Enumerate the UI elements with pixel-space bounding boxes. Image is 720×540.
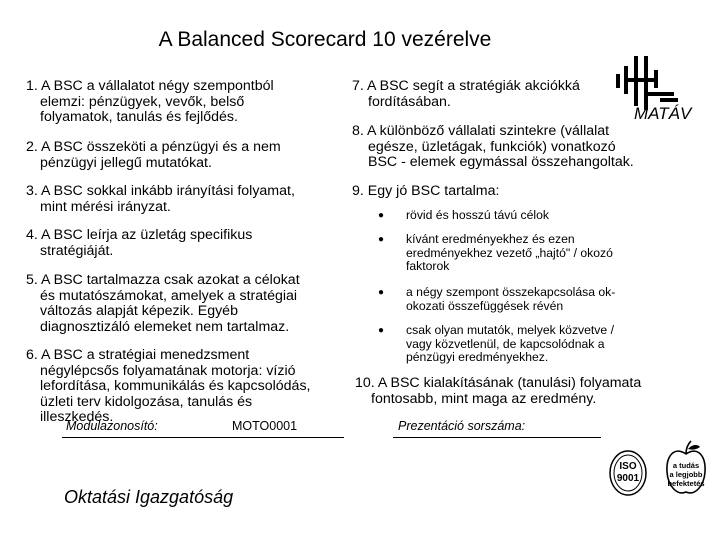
principle-5 bbox=[26, 273, 351, 335]
principle-6-line: üzleti terv kidolgozása, tanulás és bbox=[40, 393, 253, 410]
principle-10-line: 10. A BSC kialakításának (tanulási) folyamata bbox=[355, 375, 642, 391]
principle-10 bbox=[355, 376, 705, 407]
matav-logo bbox=[606, 54, 696, 129]
principle-5-line: változás alapját képezik. Egyéb bbox=[40, 303, 238, 319]
presentation-number-label: Prezentáció sorszáma: bbox=[398, 419, 526, 433]
principle-6-line: lefordítása, kommunikálás és kapcsolódás, bbox=[40, 378, 311, 394]
principle-3-line: 3. A BSC sokkal inkább irányítási folyamat, bbox=[26, 183, 295, 199]
bullet-dot-icon: ● bbox=[378, 210, 385, 221]
principle-4 bbox=[26, 228, 346, 259]
bullet-item bbox=[378, 324, 678, 366]
module-id-label: Modulazonosító: bbox=[66, 419, 158, 433]
principle-7 bbox=[352, 79, 614, 110]
principle-5-line: és mutatószámokat, amelyek a stratégiai bbox=[40, 287, 298, 304]
principle-2 bbox=[26, 140, 346, 171]
footer-divider-left bbox=[62, 437, 344, 438]
principle-6 bbox=[26, 348, 356, 426]
principle-2-line: pénzügyi jellegű mutatókat. bbox=[40, 154, 212, 171]
bullet-line: a négy szempont összekapcsolása ok- bbox=[406, 285, 616, 299]
principle-8-line: 8. A különböző vállalati szintekre (vállalat bbox=[352, 123, 610, 139]
principle-1-line: 1. A BSC a vállalatot négy szempontból bbox=[26, 78, 274, 94]
module-code: MOTO0001 bbox=[232, 419, 298, 433]
principle-1 bbox=[26, 79, 346, 126]
apple-text-line: a legjobb bbox=[669, 470, 703, 479]
apple-text-line: a tudás bbox=[672, 461, 700, 470]
bullet-dot-icon: ● bbox=[378, 325, 385, 336]
principle-10-line: fontosabb, mint maga az eredmény. bbox=[371, 390, 597, 407]
principle-9-line: 9. Egy jó BSC tartalma: bbox=[352, 183, 500, 199]
bullet-line: vagy közvetlenül, de kapcsolódnak a bbox=[406, 336, 605, 351]
apple-text-line: befektetés bbox=[667, 479, 705, 488]
principle-9 bbox=[352, 184, 692, 200]
principle-4-line: stratégiáját. bbox=[40, 242, 114, 259]
principle-2-line: 2. A BSC összeköti a pénzügyi és a nem bbox=[26, 139, 281, 155]
bullet-line: csak olyan mutatók, melyek közvetve / bbox=[406, 323, 614, 337]
principle-8 bbox=[352, 124, 702, 171]
principle-4-line: 4. A BSC leírja az üzletág specifikus bbox=[26, 227, 253, 243]
principle-3 bbox=[26, 184, 351, 215]
bullet-line: eredményekhez vezető „hajtó" / okozó bbox=[406, 245, 613, 260]
bullet-item bbox=[378, 286, 678, 314]
bullet-line: rövid és hosszú távú célok bbox=[406, 208, 549, 222]
bullet-item bbox=[378, 209, 678, 223]
bullet-dot-icon: ● bbox=[378, 287, 385, 298]
principle-6-line: négylépcsős folyamatának motorja: vízió bbox=[40, 362, 296, 379]
principle-1-line: folyamatok, tanulás és fejlődés. bbox=[40, 109, 238, 125]
principle-5-line: diagnosztizáló elemeket nem tartalmaz. bbox=[40, 318, 290, 335]
bullet-line: kívánt eredményekhez és ezen bbox=[406, 232, 575, 246]
page-title: A Balanced Scorecard 10 vezérelve bbox=[158, 28, 492, 51]
footer-divider-right bbox=[393, 437, 601, 438]
principle-8-line: egésze, üzletágak, funkciók) vonatkozó bbox=[368, 138, 616, 155]
iso-9001-badge bbox=[608, 448, 648, 498]
principle-6-line: illeszkedés. bbox=[40, 409, 114, 425]
principle-1-line: elemzi: pénzügyek, vevők, belső bbox=[40, 93, 245, 110]
organization-name: Oktatási Igazgatóság bbox=[64, 487, 234, 507]
principle-8-line: BSC - elemek egymással összehangoltak. bbox=[368, 154, 634, 170]
bullet-line: okozati összefüggések révén bbox=[406, 298, 564, 313]
bullet-dot-icon: ● bbox=[378, 234, 385, 245]
apple-badge bbox=[664, 440, 708, 498]
principle-7-line: 7. A BSC segít a stratégiák akciókká bbox=[352, 78, 580, 94]
matav-logo-text: MATÁV bbox=[634, 104, 692, 123]
iso-text-line: 9001 bbox=[616, 473, 640, 484]
bullet-line: faktorok bbox=[406, 259, 450, 273]
bullet-line: pénzügyi eredményekhez. bbox=[406, 350, 549, 364]
principle-5-line: 5. A BSC tartalmazza csak azokat a célokat bbox=[26, 272, 300, 288]
principle-3-line: mint mérési irányzat. bbox=[40, 198, 171, 215]
principle-6-line: 6. A BSC a stratégiai menedzsment bbox=[26, 347, 250, 363]
iso-text-line: ISO bbox=[619, 461, 637, 472]
principle-7-line: fordításában. bbox=[368, 93, 451, 110]
bullet-item bbox=[378, 233, 678, 275]
